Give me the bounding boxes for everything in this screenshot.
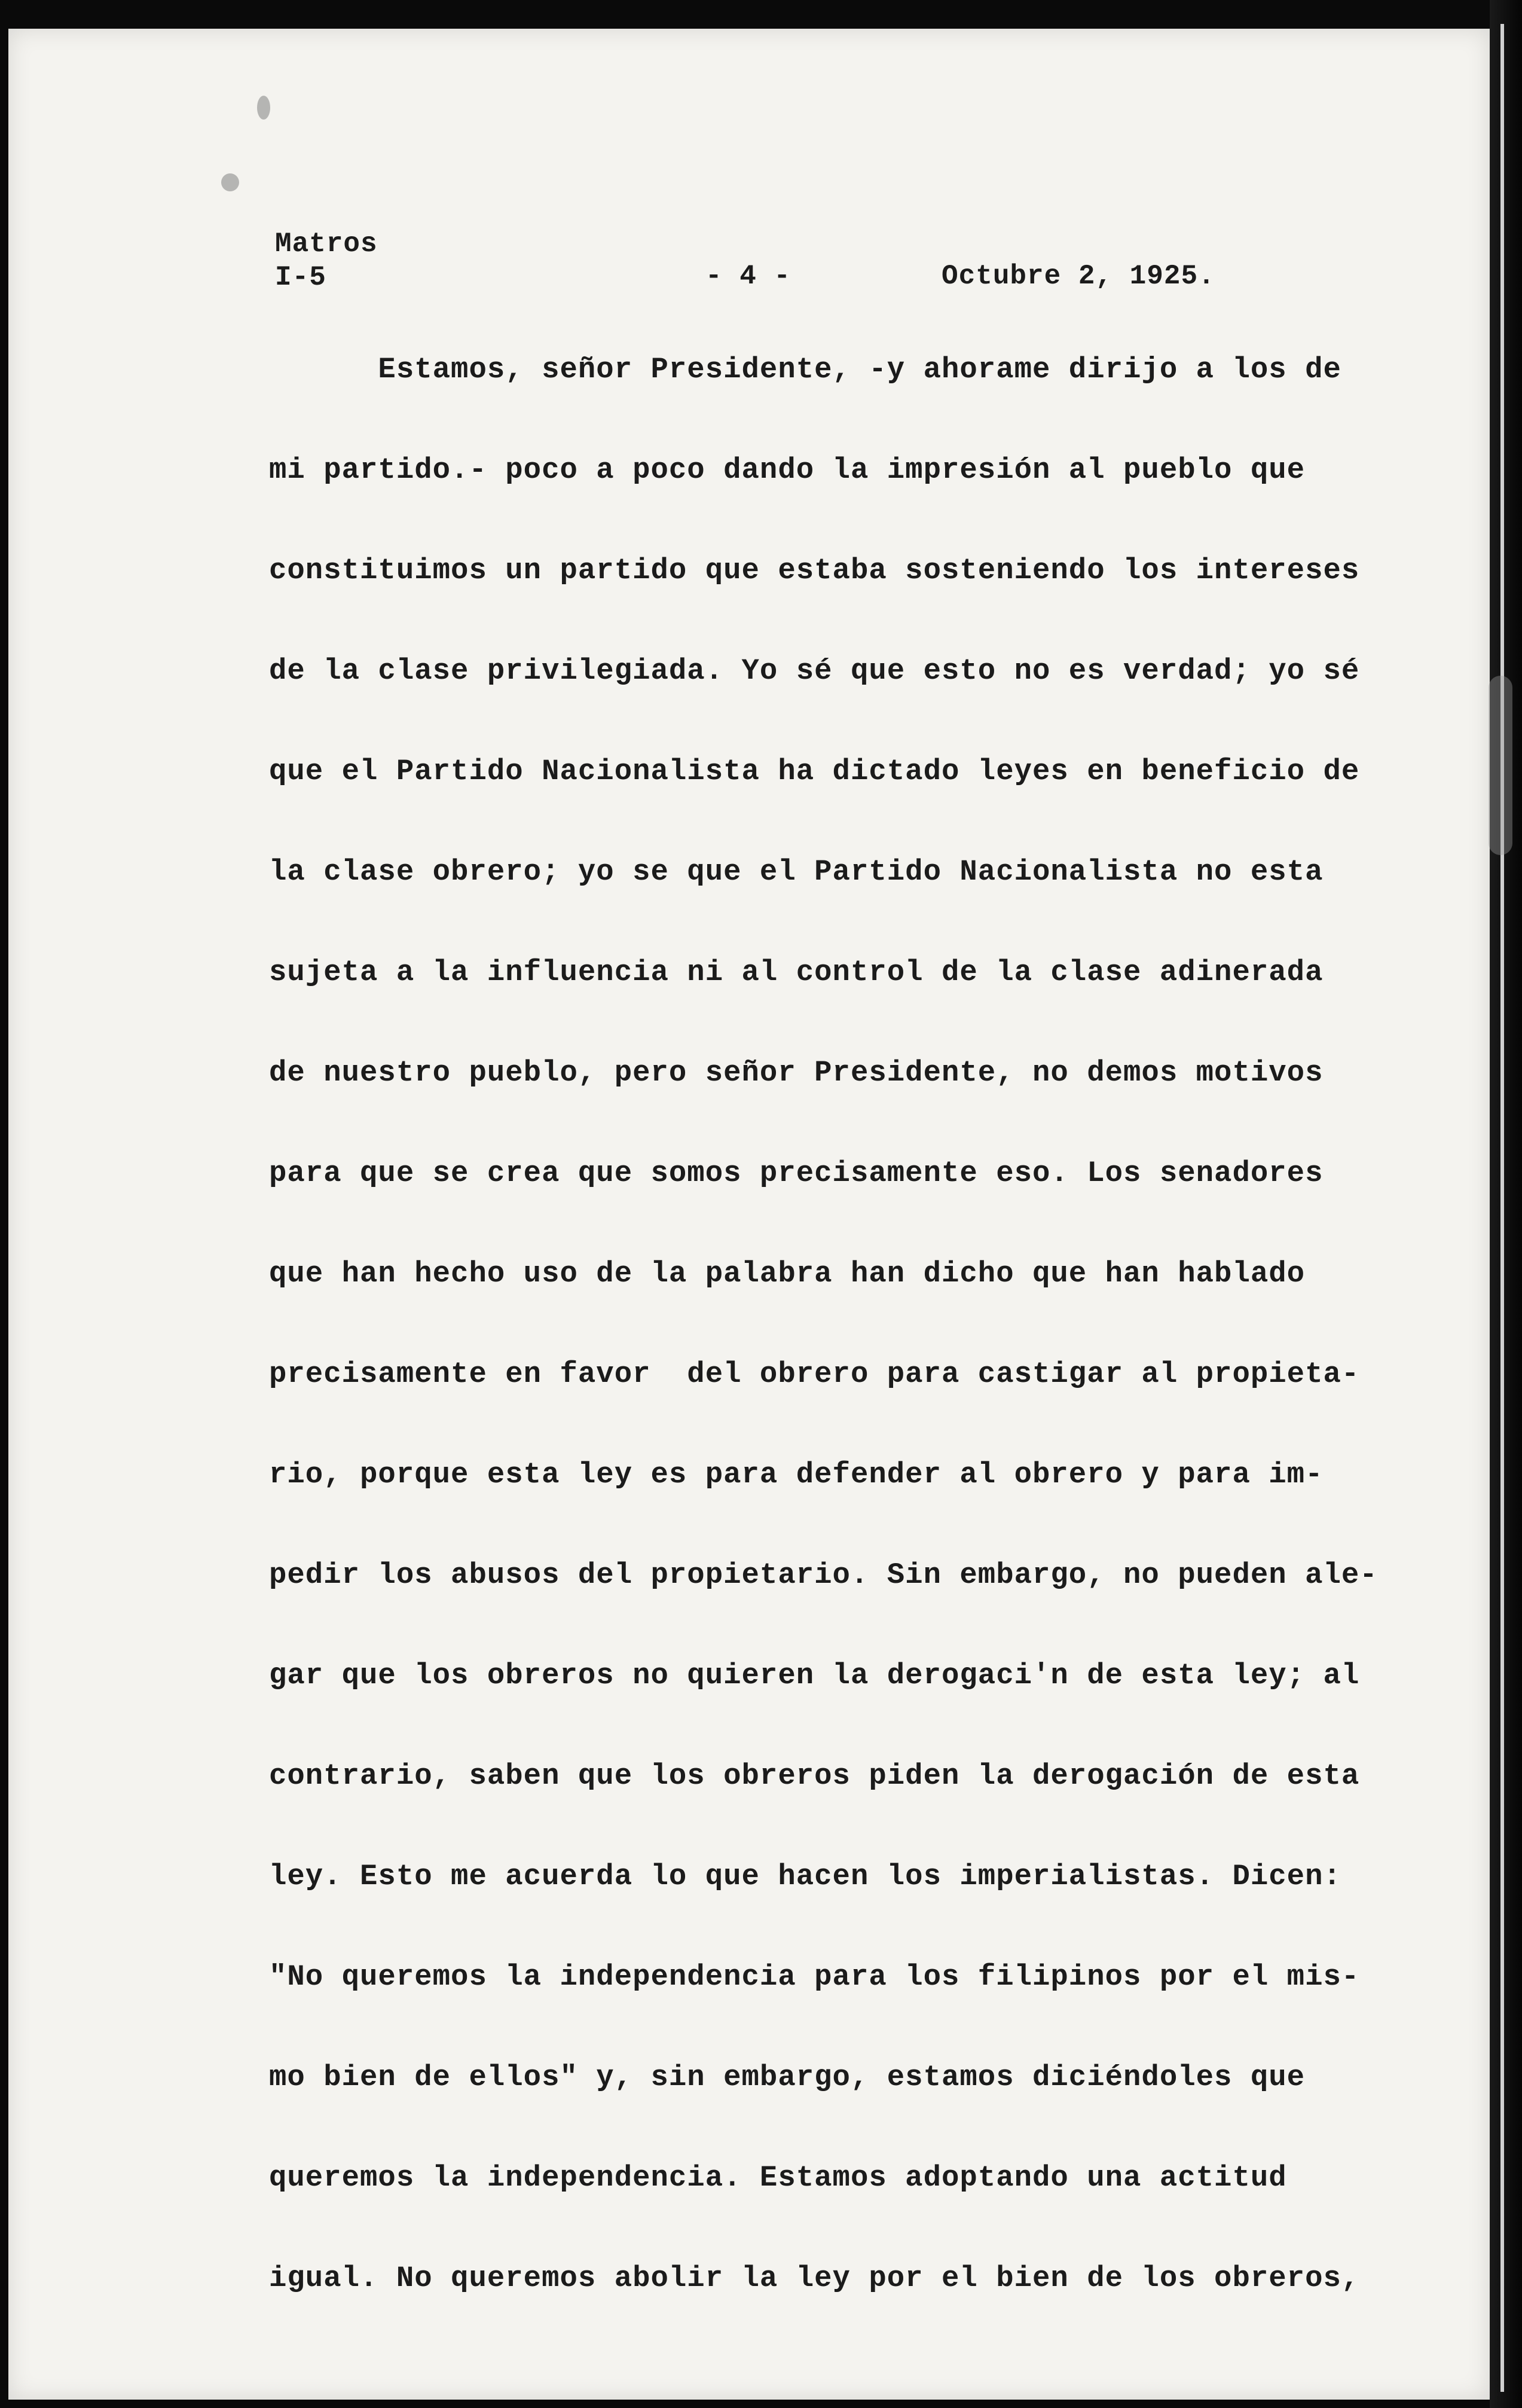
body-line: precisamente en favor del obrero para castigar al propieta-: [269, 1357, 1360, 1391]
header-name: Matros: [275, 228, 378, 260]
document-body: [269, 352, 1381, 2361]
body-line: mi partido.- poco a poco dando la impresión al pueblo que: [269, 453, 1306, 487]
body-line: de nuestro pueblo, pero señor Presidente, no demos motivos: [269, 1056, 1324, 1089]
scan-edge: [1490, 0, 1522, 2408]
body-line: rio, porque esta ley es para defender al obrero y para im-: [269, 1458, 1324, 1491]
scan-speck: [1489, 676, 1512, 855]
body-line: que el Partido Nacionalista ha dictado leyes en beneficio de: [269, 755, 1360, 788]
body-line: contrario, saben que los obreros piden la derogación de esta: [269, 1759, 1360, 1793]
body-line: que han hecho uso de la palabra han dicho que han hablado: [269, 1257, 1306, 1290]
body-line: igual. No queremos abolir la ley por el bien de los obreros,: [269, 2261, 1360, 2295]
body-line: gar que los obreros no quieren la derogaci'n de esta ley; al: [269, 1659, 1360, 1692]
scan-speck: [257, 96, 270, 120]
header-code: I-5: [275, 262, 326, 293]
body-line: queremos la independencia. Estamos adoptando una actitud: [269, 2161, 1287, 2195]
scan-speck: [221, 173, 239, 191]
page-number: - 4 -: [705, 261, 791, 292]
scan-edge-line: [1500, 24, 1504, 2392]
body-line: sujeta a la influencia ni al control de la clase adinerada: [269, 956, 1324, 989]
body-line: Estamos, señor Presidente, -y ahorame dirijo a los de: [269, 353, 1341, 386]
body-line: pedir los abusos del propietario. Sin embargo, no pueden ale-: [269, 1558, 1378, 1592]
body-line: "No queremos la independencia para los filipinos por el mis-: [269, 1960, 1360, 1994]
body-line: constituimos un partido que estaba sosteniendo los intereses: [269, 554, 1360, 587]
document-header-left: [275, 227, 378, 294]
body-line: para que se crea que somos precisamente eso. Los senadores: [269, 1156, 1324, 1190]
body-line: de la clase privilegiada. Yo sé que esto no es verdad; yo sé: [269, 654, 1360, 688]
document-date: Octubre 2, 1925.: [942, 261, 1215, 292]
body-line: ley. Esto me acuerda lo que hacen los imperialistas. Dicen:: [269, 1860, 1341, 1893]
body-line: la clase obrero; yo se que el Partido Nacionalista no esta: [269, 855, 1324, 889]
body-line: mo bien de ellos" y, sin embargo, estamos diciéndoles que: [269, 2061, 1306, 2094]
